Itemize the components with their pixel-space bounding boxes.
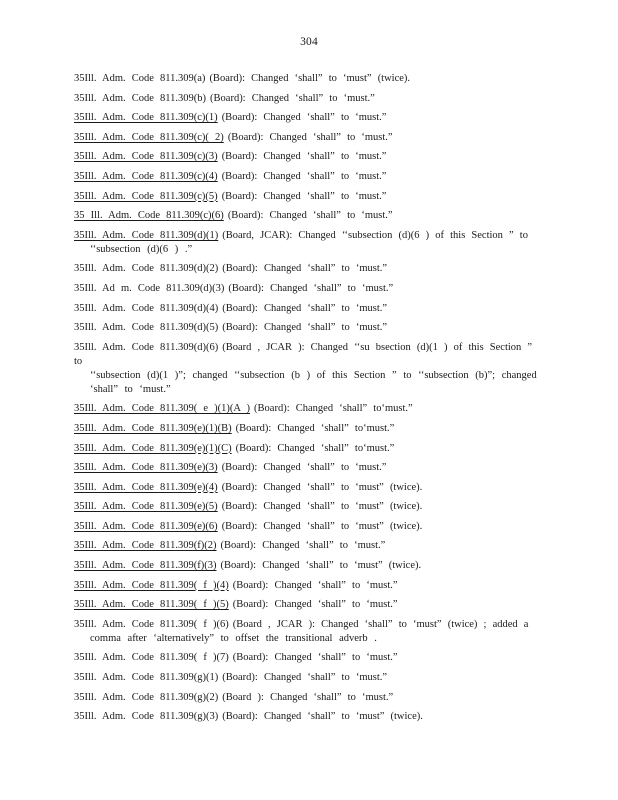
amendment-entry xyxy=(74,229,544,257)
amendment-entry xyxy=(74,710,544,724)
amendment-entry xyxy=(74,321,544,335)
code-citation: 35Ill. Ad m. Code 811.309(d)(3) xyxy=(74,282,225,294)
change-description: (Board): Changed ‘shall” to ‘must.” xyxy=(221,170,387,182)
code-citation: 35Ill. Adm. Code 811.309( f )(5) xyxy=(74,599,229,611)
change-description: (Board): Changed ‘shall” to‘must.” xyxy=(254,403,413,415)
change-description: (Board): Changed ‘shall” to ‘must.” xyxy=(232,652,398,664)
change-description: (Board): Changed ‘shall” to ‘must.” xyxy=(222,302,388,314)
amendment-entry xyxy=(74,651,544,665)
code-citation: 35Ill. Adm. Code 811.309( f )(4) xyxy=(74,579,229,591)
change-description: (Board): Changed ‘shall” to ‘must.” xyxy=(221,151,387,163)
amendment-entry xyxy=(74,422,544,436)
amendment-entry xyxy=(74,282,544,296)
amendment-entry xyxy=(74,442,544,456)
amendment-entry xyxy=(74,671,544,685)
code-citation: 35Ill. Adm. Code 811.309(g)(3) xyxy=(74,711,219,723)
amendment-entry xyxy=(74,190,544,204)
change-description: (Board): Changed ‘shall” to ‘must” (twice). xyxy=(220,560,422,572)
amendment-entry xyxy=(74,520,544,534)
code-citation: 35Ill. Adm. Code 811.309(f)(2) xyxy=(74,540,217,552)
change-description: (Board): Changed ‘shall” to ‘must.” xyxy=(221,190,387,202)
code-citation: 35Ill. Adm. Code 811.309(e)(1)(B) xyxy=(74,422,232,434)
change-description-continued: ‘‘subsection (d)(6 ) .” xyxy=(90,243,193,255)
code-citation: 35Ill. Adm. Code 811.309( e )(1)(A ) xyxy=(74,403,251,415)
code-citation: 35Ill. Adm. Code 811.309(d)(2) xyxy=(74,263,219,275)
code-citation: 35Ill. Adm. Code 811.309(g)(2) xyxy=(74,691,219,703)
change-description: (Board , JCAR ): Changed ‘‘su bsection (d)(1 ) of this Section ” to xyxy=(74,341,533,367)
amendment-entry xyxy=(74,579,544,593)
change-description: (Board): Changed ‘shall” to ‘must” (twice). xyxy=(221,520,423,532)
amendment-entry xyxy=(74,598,544,612)
change-description: (Board): Changed ‘shall” to ‘must.” xyxy=(220,540,386,552)
code-citation: 35Ill. Adm. Code 811.309(g)(1) xyxy=(74,672,219,684)
amendment-entry xyxy=(74,131,544,145)
change-description: (Board): Changed ‘shall” to ‘must.” xyxy=(210,92,375,104)
code-citation: 35Ill. Adm. Code 811.309(d)(5) xyxy=(74,322,219,334)
code-citation: 35Ill. Adm. Code 811.309( f )(7) xyxy=(74,652,229,664)
amendment-entry xyxy=(74,539,544,553)
change-description: (Board): Changed ‘shall” to ‘must” (twice). xyxy=(209,73,411,84)
code-citation: 35Ill. Adm. Code 811.309(e)(4) xyxy=(74,481,218,493)
amendment-entry xyxy=(74,559,544,573)
change-description: (Board): Changed ‘shall” to ‘must.” xyxy=(222,672,388,684)
code-citation: 35Ill. Adm. Code 811.309(d)(6) xyxy=(74,341,219,353)
change-description: (Board): Changed ‘shall” to ‘must.” xyxy=(222,263,388,275)
amendment-entry xyxy=(74,481,544,495)
amendment-entry xyxy=(74,209,544,223)
code-citation: 35Ill. Adm. Code 811.309(c)(3) xyxy=(74,151,218,163)
change-description: (Board): Changed ‘shall” to ‘must.” xyxy=(221,462,387,474)
change-description: (Board, JCAR): Changed ‘‘subsection (d)(6 ) of this Section ” to xyxy=(222,229,528,241)
change-description: (Board): Changed ‘shall” to ‘must.” xyxy=(232,599,398,611)
page-number: 304 xyxy=(300,36,318,48)
change-description: (Board): Changed ‘shall” to ‘must.” xyxy=(232,579,398,591)
amendment-entry xyxy=(74,72,544,86)
change-description-continued: comma after ‘alternatively” to offset the transitional adverb . xyxy=(90,632,377,644)
change-description: (Board ): Changed ‘shall” to ‘must.” xyxy=(222,691,394,703)
code-citation: 35Ill. Adm. Code 811.309(d)(4) xyxy=(74,302,219,314)
amendment-entry xyxy=(74,691,544,705)
change-description: (Board , JCAR ): Changed ‘shall” to ‘must” (twice) ; added a xyxy=(232,618,529,630)
change-description: (Board): Changed ‘shall” to ‘must.” xyxy=(222,322,388,334)
code-citation: 35Ill. Adm. Code 811.309(e)(1)(C) xyxy=(74,442,232,454)
amendment-entry xyxy=(74,302,544,316)
amendment-entry xyxy=(74,92,544,106)
change-description: (Board): Changed ‘shall” to‘must.” xyxy=(235,422,395,434)
code-citation: 35Ill. Adm. Code 811.309(c)(5) xyxy=(74,190,218,202)
amendment-entry xyxy=(74,150,544,164)
code-citation: 35Ill. Adm. Code 811.309(d)(1) xyxy=(74,229,219,241)
change-description: (Board): Changed ‘shall” to ‘must” (twice). xyxy=(222,711,423,723)
amendment-entry xyxy=(74,500,544,514)
code-citation: 35Ill. Adm. Code 811.309(f)(3) xyxy=(74,560,217,572)
code-citation: 35Ill. Adm. Code 811.309(c)( 2) xyxy=(74,131,224,143)
change-description: (Board): Changed ‘shall” to ‘must.” xyxy=(228,282,394,294)
amendment-entry xyxy=(74,618,544,646)
code-citation: 35Ill. Adm. Code 811.309( f )(6) xyxy=(74,618,229,630)
code-citation: 35Ill. Adm. Code 811.309(e)(6) xyxy=(74,520,218,532)
code-citation: 35Ill. Adm. Code 811.309(b) xyxy=(74,92,207,104)
amendment-entry xyxy=(74,461,544,475)
change-description: (Board): Changed ‘shall” to ‘must.” xyxy=(227,131,393,143)
amendment-entry xyxy=(74,402,544,416)
change-description: (Board): Changed ‘shall” to ‘must” (twice). xyxy=(221,481,423,493)
change-description: (Board): Changed ‘shall” to‘must.” xyxy=(235,442,395,454)
amendment-list xyxy=(74,72,544,730)
code-citation: 35Ill. Adm. Code 811.309(a) xyxy=(74,73,206,84)
code-citation: 35Ill. Adm. Code 811.309(c)(4) xyxy=(74,170,218,182)
amendment-entry xyxy=(74,170,544,184)
amendment-entry xyxy=(74,341,544,397)
amendment-entry xyxy=(74,262,544,276)
change-description: (Board): Changed ‘shall” to ‘must” (twice). xyxy=(221,501,423,513)
code-citation: 35 Ill. Adm. Code 811.309(c)(6) xyxy=(74,210,224,222)
code-citation: 35Ill. Adm. Code 811.309(e)(3) xyxy=(74,462,218,474)
change-description-continued: ‘‘subsection (d)(1 )”; changed ‘‘subsection (b ) of this Section ” to ‘‘subsection (b)”; changed ‘shall” to ‘must.” xyxy=(90,369,537,395)
code-citation: 35Ill. Adm. Code 811.309(e)(5) xyxy=(74,501,218,513)
code-citation: 35Ill. Adm. Code 811.309(c)(1) xyxy=(74,112,218,124)
change-description: (Board): Changed ‘shall” to ‘must.” xyxy=(221,112,387,124)
change-description: (Board): Changed ‘shall” to ‘must.” xyxy=(227,210,393,222)
amendment-entry xyxy=(74,111,544,125)
